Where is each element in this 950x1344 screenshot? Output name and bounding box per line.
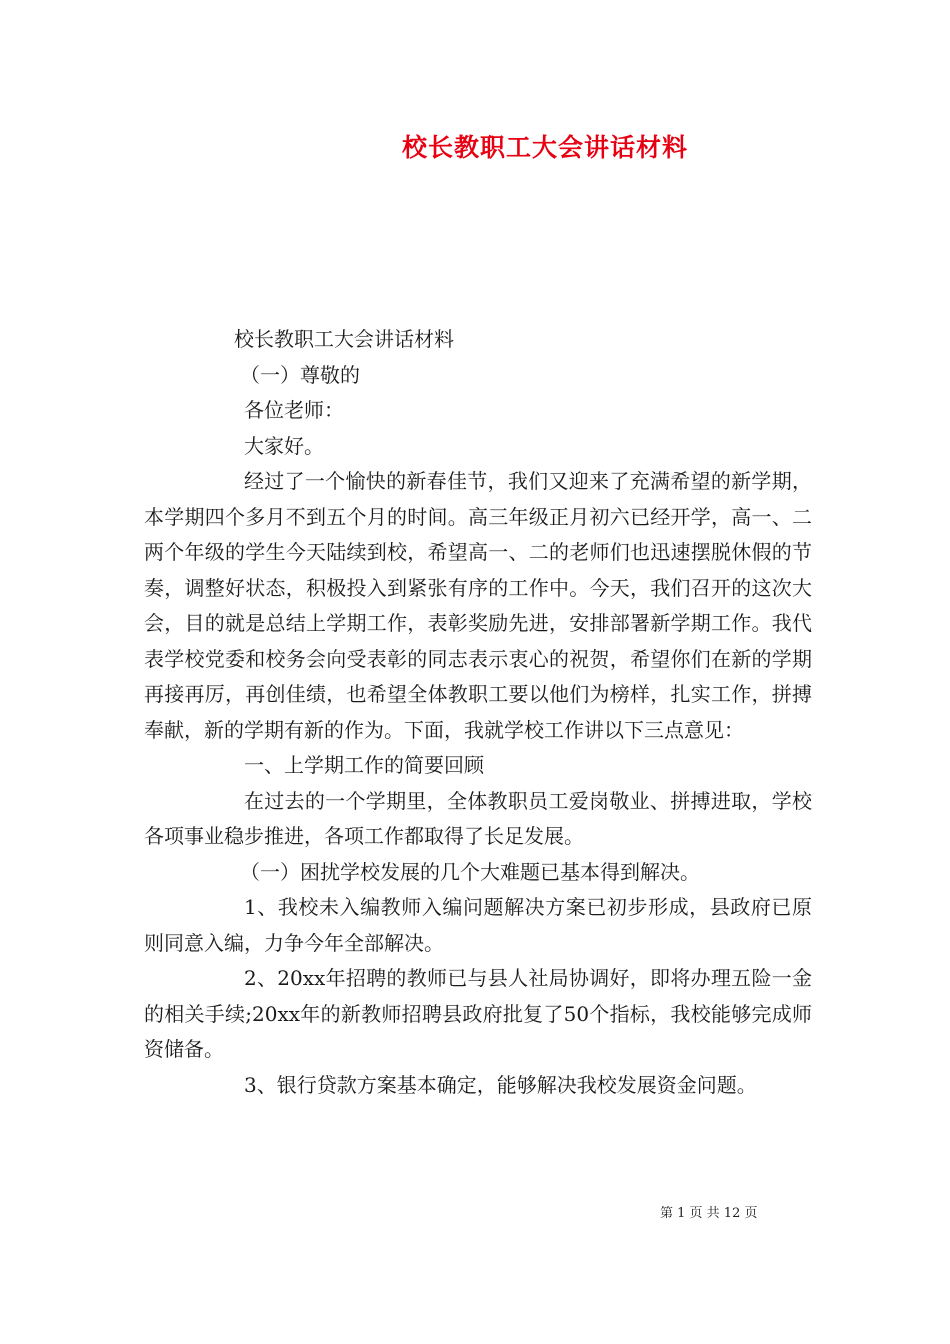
list-item: 3、银行贷款方案基本确定，能够解决我校发展资金问题。 [244, 1072, 757, 1097]
section-heading-1: 一、上学期工作的简要回顾 [244, 753, 484, 777]
body-heading: 校长教职工大会讲话材料 [234, 327, 454, 351]
subsection-heading-1: （一）困扰学校发展的几个大难题已基本得到解决。 [240, 859, 700, 884]
intro-paragraph: 经过了一个愉快的新春佳节，我们又迎来了充满希望的新学期，本学期四个多月不到五个月的时间。高三年级正月初六已经开学，高一、二两个年级的学生今天陆续到校，希望高一、二的老师们也迅速摆脱休假的节奏，调整好状态，积极投入到紧张有序的工作中。今天，我们召开的这次大会，目的就是总结上学期工作，表彰奖励先进，安排部署新学期工作。我代表学校党委和校务会向受表彰的同志表示衷心的祝贺，希望你们在新的学期再接再厉，再创佳绩，也希望全体教职工要以他们为榜样，扎实工作，拼搏奉献，新的学期有新的作为。下面，我就学校工作讲以下三点意见： [144, 469, 812, 742]
document-body [144, 322, 812, 1103]
greeting: 大家好。 [244, 433, 324, 458]
list-item: 1、我校未入编教师入编问题解决方案已初步形成，县政府已原则同意入编，力争今年全部解决。 [144, 895, 812, 955]
page-number: 第 1 页 共 12 页 [660, 1206, 758, 1221]
salutation: 各位老师： [244, 398, 344, 422]
section-label: （一）尊敬的 [240, 362, 360, 387]
review-paragraph: 在过去的一个学期里，全体教职员工爱岗敬业、拼搏进取，学校各项事业稳步推进，各项工作都取得了长足发展。 [144, 788, 812, 848]
document-title: 校长教职工大会讲话材料 [401, 133, 688, 162]
list-item: 2、20xx年招聘的教师已与县人社局协调好，即将办理五险一金的相关手续;20xx年的新教师招聘县政府批复了50个指标，我校能够完成师资储备。 [144, 966, 812, 1061]
